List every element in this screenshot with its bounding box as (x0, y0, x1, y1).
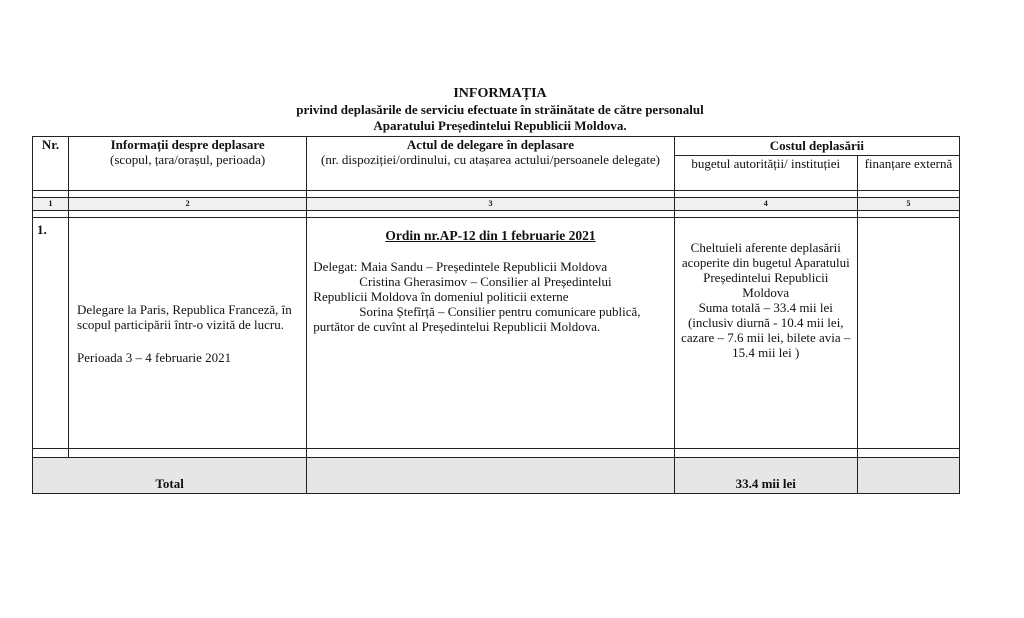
header-cost-title: Costul deplasării (674, 137, 959, 156)
header-info-subtitle: (scopul, țara/orașul, perioada) (110, 152, 266, 167)
document-heading (0, 86, 1000, 134)
column-number: 2 (69, 198, 307, 211)
header-act (307, 137, 674, 191)
cost-budget-cell (674, 218, 857, 449)
column-number: 5 (857, 198, 959, 211)
header-info-title: Informații despre deplasare (110, 137, 265, 152)
delegate-line-2: Cristina Gherasimov – Consilier al Președintelui Republicii Moldova în domeniul politicii externe (313, 274, 612, 304)
row-number: 1. (33, 218, 69, 449)
total-row (33, 458, 960, 494)
column-number: 4 (674, 198, 857, 211)
cost-external-cell (857, 218, 959, 449)
trip-period: Perioada 3 – 4 februarie 2021 (77, 349, 232, 365)
document-subtitle-line-2: Aparatului Președintelui Republicii Moldova. (373, 118, 627, 133)
delegation-act-cell (307, 218, 674, 449)
column-number: 1 (33, 198, 69, 211)
total-external (857, 458, 959, 494)
trip-description: Delegare la Paris, Republica Franceză, în scopul participării într-o vizită de lucru. (77, 301, 292, 332)
cost-description: Cheltuieli aferente deplasării acoperite din bugetul Aparatului Președintelui Republicii Moldova (681, 240, 850, 300)
document-subtitle-line-1: privind deplasările de serviciu efectuate în străinătate de către personalul (296, 102, 704, 117)
column-number-row (33, 198, 960, 211)
header-cost-external: finanțare externă (857, 156, 959, 191)
header-row-1 (33, 137, 960, 156)
header-nr: Nr. (33, 137, 69, 191)
total-label: Total (33, 458, 307, 494)
document-title: INFORMAȚIA (453, 86, 547, 101)
total-budget: 33.4 mii lei (674, 458, 857, 494)
spacer-row (33, 191, 960, 198)
delegate-line-3: Sorina Ștefîrță – Consilier pentru comunicare publică, purtător de cuvînt al Președintelui Republicii Moldova. (313, 304, 641, 334)
column-number: 3 (307, 198, 674, 211)
header-cost-budget: bugetul autorității/ instituției (674, 156, 857, 191)
travel-info-table (32, 136, 960, 494)
header-act-title: Actul de delegare în deplasare (406, 137, 574, 152)
cost-breakdown: Suma totală – 33.4 mii lei (inclusiv diurnă - 10.4 mii lei, cazare – 7.6 mii lei, bilete avia – 15.4 mii lei ) (681, 300, 851, 360)
header-act-subtitle: (nr. dispoziției/ordinului, cu atașarea actului/persoanele delegate) (320, 152, 660, 167)
delegate-line-1: Delegat: Maia Sandu – Președintele Republicii Moldova (313, 259, 608, 274)
spacer-row (33, 211, 960, 218)
table-row (33, 218, 960, 449)
spacer-row (33, 449, 960, 458)
trip-info-cell (69, 218, 307, 449)
order-reference: Ordin nr.AP-12 din 1 februarie 2021 (385, 228, 596, 243)
header-info (69, 137, 307, 191)
total-act-cell (307, 458, 674, 494)
